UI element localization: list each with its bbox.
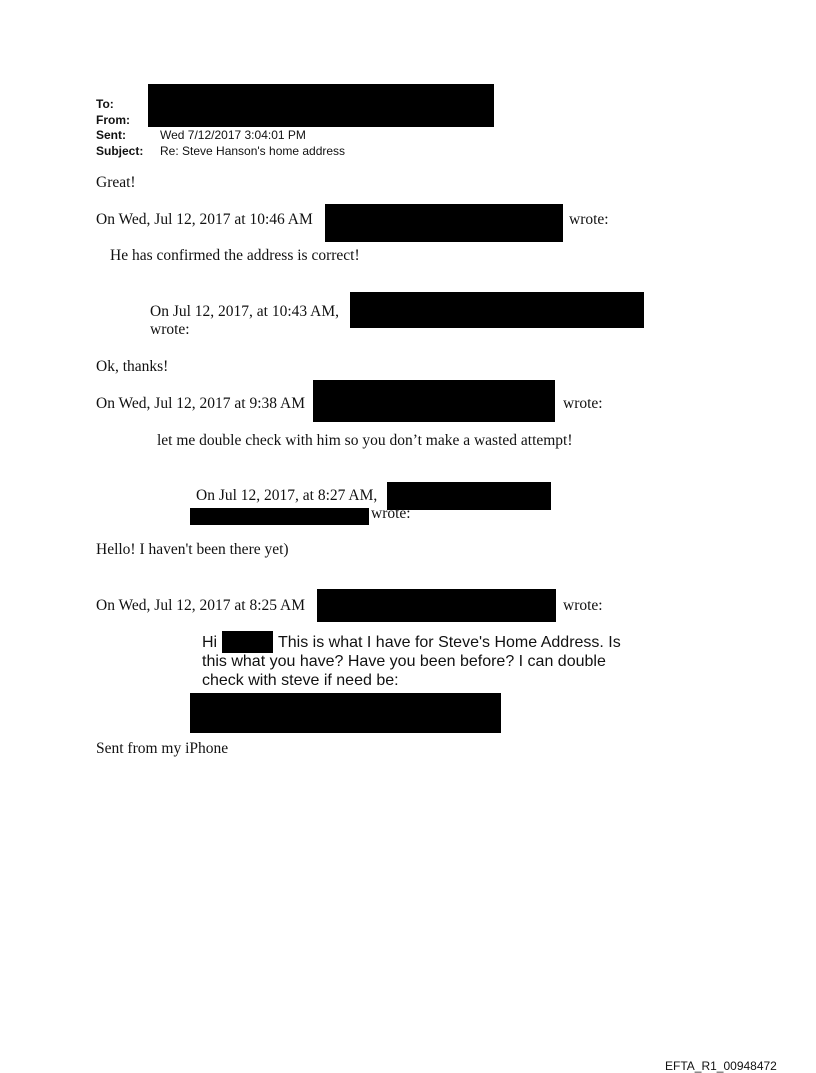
document-id: EFTA_R1_00948472 (665, 1059, 777, 1073)
sent-value: Wed 7/12/2017 3:04:01 PM (160, 128, 306, 142)
quote3-text: let me double check with him so you don’t make a wasted attempt! (157, 432, 573, 449)
ok-thanks: Ok, thanks! (96, 358, 169, 375)
quote1-attribution: On Wed, Jul 12, 2017 at 10:46 AM (96, 211, 313, 228)
quote1-wrote: wrote: (569, 211, 609, 228)
quote5-attribution: On Wed, Jul 12, 2017 at 8:25 AM (96, 597, 306, 614)
original-line3: check with steve if need be: (202, 672, 399, 689)
quote5-wrote: wrote: (563, 597, 603, 614)
from-label: From: (96, 113, 130, 127)
quote3-wrote: wrote: (563, 395, 603, 412)
hello-text: Hello! I haven't been there yet) (96, 541, 289, 558)
quote3-attribution: On Wed, Jul 12, 2017 at 9:38 AM (96, 395, 306, 412)
redaction-quote3-sender (313, 380, 555, 422)
redaction-quote4-sender-a (387, 482, 551, 510)
quote2-wrote: wrote: (150, 321, 190, 338)
original-hi: Hi (202, 634, 218, 651)
to-label: To: (96, 97, 114, 111)
original-line1: This is what I have for Steve's Home Address. Is (278, 634, 621, 651)
quote1-text: He has confirmed the address is correct! (110, 247, 360, 264)
subject-value: Re: Steve Hanson's home address (160, 144, 346, 158)
redaction-quote4-sender-b (190, 508, 369, 525)
quote4-attribution: On Jul 12, 2017, at 8:27 AM, (196, 487, 378, 504)
redaction-address (190, 693, 501, 733)
signature: Sent from my iPhone (96, 740, 229, 757)
quote4-wrote: wrote: (371, 505, 411, 522)
redaction-quote1-sender (325, 204, 563, 242)
original-line2: this what you have? Have you been before? I can double (202, 653, 606, 670)
quote2-attribution: On Jul 12, 2017, at 10:43 AM, (150, 303, 340, 320)
redaction-quote2-sender (350, 292, 644, 328)
sent-label: Sent: (96, 128, 126, 142)
redaction-quote5-sender (317, 589, 556, 622)
redaction-recipient-name (222, 631, 273, 653)
reply-great: Great! (96, 174, 136, 191)
redaction-to-from (148, 84, 494, 127)
subject-label: Subject: (96, 144, 144, 158)
